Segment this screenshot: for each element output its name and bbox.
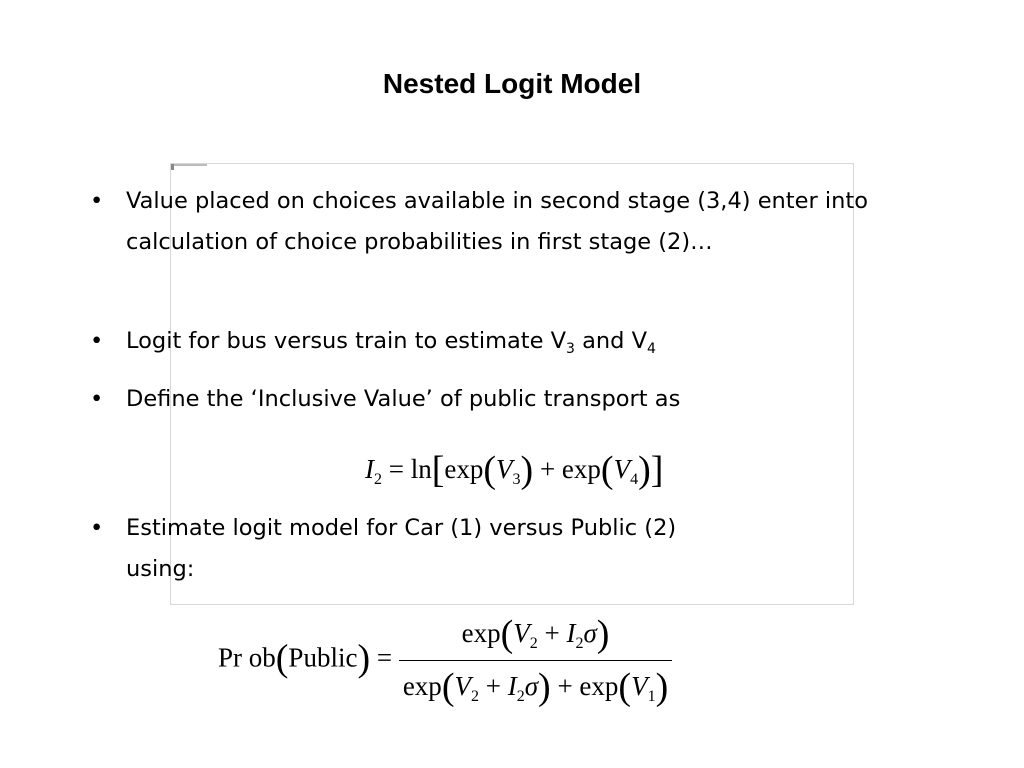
m: = (370, 642, 399, 673)
m: 1 (647, 688, 656, 705)
m: Pr ob (218, 642, 276, 673)
m: exp (402, 671, 442, 701)
bullet-2 (90, 321, 916, 362)
fraction (399, 612, 672, 709)
bullet-4 (90, 508, 916, 590)
numerator: $\exp(V_2 + I_2\sigma)$ (399, 612, 672, 661)
text: Estimate logit model for Car (1) versus Public (2) (126, 515, 677, 541)
m: exp (461, 618, 501, 648)
m: + (550, 671, 580, 701)
m: 4 (630, 471, 639, 488)
m: 2 (529, 635, 538, 652)
m: 2 (470, 688, 479, 705)
frame-marker (171, 164, 207, 166)
m: V (613, 454, 631, 484)
bullet-text: Define the ‘Inclusive Value’ of public transport as (126, 386, 681, 412)
bullet-dot: • (90, 328, 104, 354)
m: V (454, 671, 471, 701)
text: using: (126, 556, 195, 582)
m: + (537, 618, 567, 648)
m: 2 (374, 471, 382, 488)
inclusive-value-equation: $I_2 = \ln[\exp(V_3) + \exp(V_4)]$ (365, 449, 664, 491)
m: 3 (512, 471, 521, 488)
bullet-1 (90, 181, 916, 263)
bullet-dot: • (90, 386, 104, 412)
m: σ (524, 671, 539, 701)
bullet-text: Value placed on choices available in second stage (3,4) enter into calculation of choice probabilities in first stage (2)… (126, 188, 868, 255)
m: exp (561, 454, 601, 484)
m: + (478, 671, 508, 701)
m: 2 (516, 688, 525, 705)
m: exp (579, 671, 619, 701)
m: Public (288, 642, 358, 673)
probability-equation: Pr ob(Public) = $\frac{\exp(V_2 + I_2\sigma)}{\exp(V_2 + I_2\sigma) + \exp(V_1)}$ (218, 612, 672, 709)
subscript: 3 (566, 341, 575, 357)
bullet-text (126, 321, 916, 362)
m: ] (650, 449, 664, 491)
m: = ln (382, 454, 432, 484)
m: V (496, 454, 513, 484)
m: σ (583, 618, 597, 648)
m: 2 (575, 635, 584, 652)
denominator: $\exp(V_2 + I_2\sigma) + \exp(V_1)$ (402, 666, 669, 708)
m: I (365, 454, 374, 484)
bullet-3 (90, 379, 916, 420)
m: exp (444, 454, 484, 484)
frame-marker-corner (171, 164, 174, 170)
subscript: 4 (646, 341, 656, 357)
bullet-text (126, 508, 916, 590)
m: [ (431, 449, 445, 491)
m: V (631, 671, 648, 701)
text: Logit for bus versus train to estimate V (126, 328, 567, 354)
m: + (533, 454, 562, 484)
slide-title: Nested Logit Model (382, 68, 642, 99)
m: V (513, 618, 530, 648)
bullet-dot: • (90, 188, 104, 214)
m: I (507, 671, 517, 701)
m: I (566, 618, 576, 648)
text: and V (574, 328, 647, 354)
bullet-dot: • (90, 515, 104, 541)
